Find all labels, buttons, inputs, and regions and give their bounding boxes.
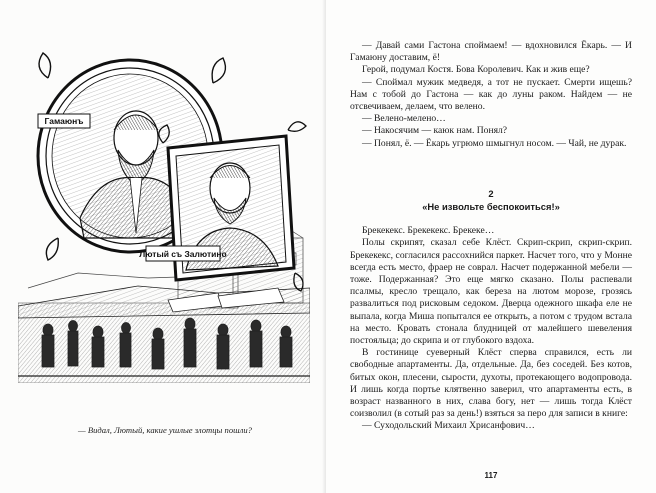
paragraph: — Накосячим — каюк нам. Понял? <box>362 125 508 137</box>
chapter-title: «Не извольте беспокоиться!» <box>422 201 560 213</box>
paragraph: — Давай сами Гастона споймаем! — вдохновился Ёкарь. — И Гамаюну доставим, ё! <box>350 40 632 64</box>
paragraph: В гостинице суеверный Клёст сперва справился, есть ли свободные апартаменты. Да, отдельные. Да, без соседей. Без котов, битых окон, плесени, сырости, духоты, протекающего водопровода. И лишь когда портье клятвенно заверил, что апартаменты есть, в возраст названного в них, слава богу, нет — лишь тогда Клёст соизволил (в сотый раз за день!) взяться за перо для записи в книге: <box>350 347 632 420</box>
label-lyuty-plate <box>139 246 226 261</box>
paragraph: — Суходольский Михаил Хрисанфович… <box>362 420 535 432</box>
label-gamayun-plate <box>38 114 90 128</box>
paragraph: — Понял, ё. — Ёкарь угрюмо шмыгнул носом. — Чай, не дурак. <box>362 137 627 149</box>
paragraph: — Споймал мужик медведя, а тот не пускает. Смерти ищешь? Нам с тобой до Гастона — как до луны раком. Найдем — не отсвечиваем, делаем, что велено. <box>350 76 632 113</box>
paragraph: Полы скрипят, сказал себе Клёст. Скрип-скрип, скрип-скрип. Брекекекс, согласился рассохнийся паркет. Насчет того, что у Монне всегда есть место, фраер не соврал. Насчет подержанной мебели — тоже. Подержанная? Это еще мягко сказано. Полы распевали псалмы, кресло трещало, как береза на лютом морозе, грозясь развалиться под рисковым седоком. Дверца одежного шкафа еле не выпала, когда Миша попытался ее открыть, а потом с трудом встала на место. Кровать стонала блудницей от малейшего шевеления постояльца; до скрипа и от глубокого вздоха. <box>350 237 632 347</box>
chapter-number: 2 <box>488 187 494 199</box>
label-lyuty: Лютый съ Залютино <box>139 249 227 259</box>
label-gamayun: Гамаюнъ <box>44 116 84 126</box>
left-page <box>0 0 326 493</box>
engraving-illustration <box>18 38 310 383</box>
market-crowd <box>18 286 310 383</box>
page-number: 117 <box>484 471 498 480</box>
illustration <box>18 38 310 383</box>
paragraph: Брекекекс. Брекекекс. Брекеке… <box>362 225 495 237</box>
text-column <box>350 40 632 433</box>
paragraph: — Велено-мелено… <box>362 113 446 125</box>
portrait-lyuty <box>159 122 306 291</box>
illustration-caption: — Видал, Лютый, какие ушлые злотцы пошли? <box>78 425 252 435</box>
paragraph: Герой, подумал Костя. Бова Королевич. Как и жив еще? <box>362 64 590 76</box>
